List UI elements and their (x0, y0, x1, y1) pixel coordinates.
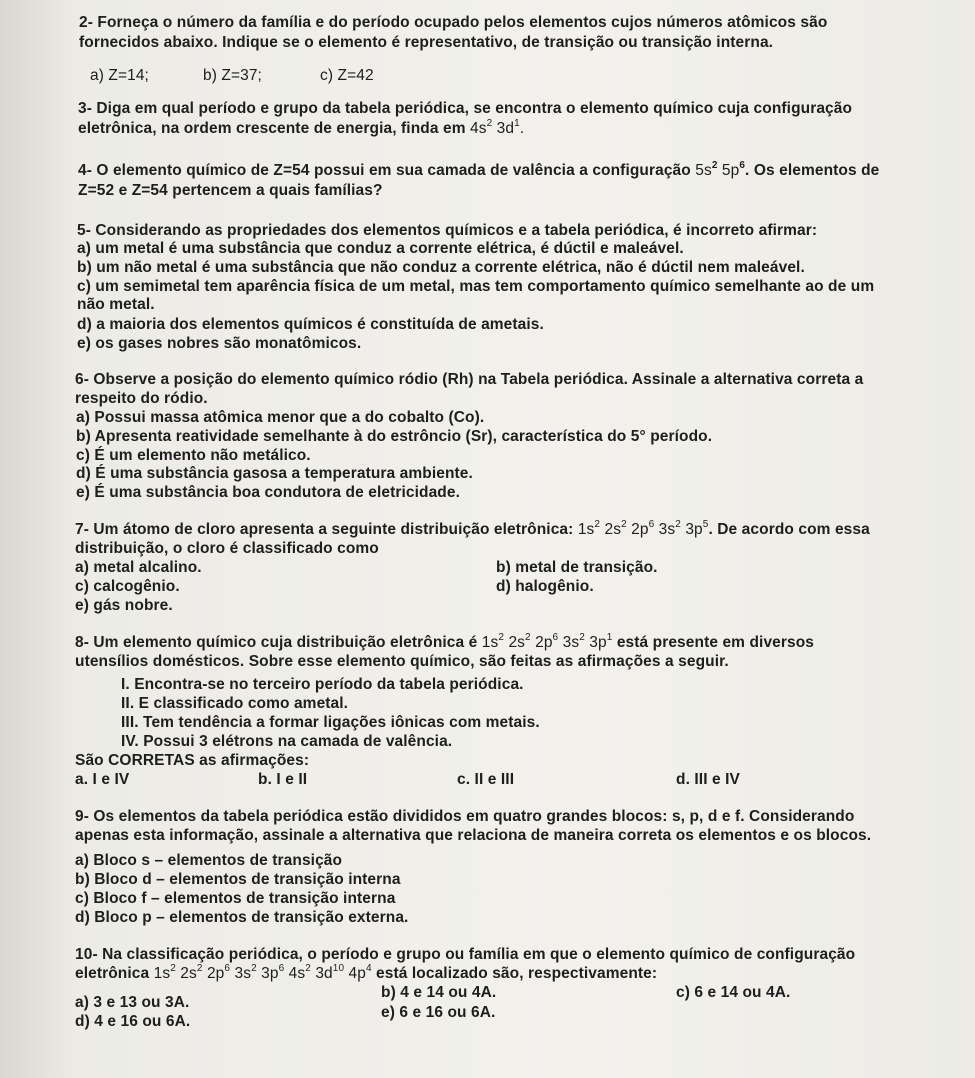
q7-line1: 7- Um átomo de cloro apresenta a seguinte distribuição eletrônica: $1s^2$ $2s^2$ $2p^6$ $3s^2$ $3p^5$. De acordo com essa (75, 518, 870, 538)
q8-option-c: c. II e III (457, 771, 515, 788)
q5-option-a: a) um metal é uma substância que conduz a corrente elétrica, é dúctil e maleável. (77, 240, 684, 257)
q8-statement-iii: III. Tem tendência a formar ligações iônicas com metais. (121, 714, 540, 731)
q7-option-c: c) calcogênio. (75, 578, 180, 595)
q5-option-c-line2: não metal. (77, 296, 155, 313)
q6-option-a: a) Possui massa atômica menor que a do cobalto (Co). (76, 409, 485, 426)
q6-option-d: d) É uma substância gasosa a temperatura ambiente. (76, 465, 473, 482)
q8-line2: utensílios domésticos. Sobre esse elemento químico, são feitas as afirmações a seguir. (75, 653, 729, 670)
q3-line2-text: eletrônica, na ordem crescente de energia, finda em (78, 120, 470, 137)
q10-line2: eletrônica $1s^2$ $2s^2$ $2p^6$ $3s^2$ $3p^6$ $4s^2$ $3d^{10}$ $4p^4$ está localizado são, respectivamente: (75, 962, 658, 982)
q9-option-d: d) Bloco p – elementos de transição externa. (75, 909, 409, 926)
q5-stem: 5- Considerando as propriedades dos elementos químicos e a tabela periódica, é incorreto afirmar: (77, 222, 818, 239)
q10-config: $1s^2$ $2s^2$ $2p^6$ $3s^2$ $3p^6$ $4s^2$ $3d^{10}$ $4p^4$ (153, 962, 372, 982)
q8-question: São CORRETAS as afirmações: (75, 752, 310, 769)
q2-option-a: a) Z=14; (90, 67, 149, 84)
q9-option-b: b) Bloco d – elementos de transição interna (75, 871, 401, 888)
q7-line1-text: 7- Um átomo de cloro apresenta a seguinte distribuição eletrônica: (75, 521, 578, 538)
q8-statement-i: I. Encontra-se no terceiro período da tabela periódica. (121, 676, 524, 693)
q5-option-e: e) os gases nobres são monatômicos. (77, 335, 362, 352)
q3-line1: 3- Diga em qual período e grupo da tabela periódica, se encontra o elemento químico cuja configuração (78, 100, 853, 117)
q3-line2 (78, 117, 525, 138)
q10-option-e: e) 6 e 16 ou 6A. (381, 1004, 496, 1021)
q10-option-d: d) 4 e 16 ou 6A. (75, 1013, 191, 1030)
q6-line1: 6- Observe a posição do elemento químico ródio (Rh) na Tabela periódica. Assinale a alternativa correta a (75, 371, 864, 388)
q10-line2-text: eletrônica (75, 965, 154, 982)
q9-option-a: a) Bloco s – elementos de transição (75, 852, 343, 869)
q8-statement-iv: IV. Possui 3 elétrons na camada de valência. (121, 733, 453, 750)
q8-statement-ii: II. E classificado como ametal. (121, 695, 349, 712)
q10-line1: 10- Na classificação periódica, o período e grupo ou família em que o elemento químico de configuração (75, 946, 856, 963)
q9-line2: apenas esta informação, assinale a alternativa que relaciona de maneira correta os elementos e os blocos. (75, 827, 872, 844)
q2-option-b: b) Z=37; (203, 67, 262, 84)
q5-option-c-line1: c) um semimetal tem aparência física de um metal, mas tem comportamento químico semelhante ao de um (77, 278, 875, 295)
q8-line1: 8- Um elemento químico cuja distribuição eletrônica é $1s^2$ $2s^2$ $2p^6$ $3s^2$ $3p^1$ está presente em diversos (75, 631, 815, 651)
q6-option-c: c) É um elemento não metálico. (76, 447, 311, 464)
q7-option-d: d) halogênio. (496, 578, 594, 595)
q8-line1-text: 8- Um elemento químico cuja distribuição eletrônica é (75, 634, 482, 651)
q6-line2: respeito do ródio. (75, 390, 208, 407)
q4-line2: Z=52 e Z=54 pertencem a quais famílias? (78, 182, 383, 199)
q10-option-c: c) 6 e 14 ou 4A. (676, 984, 791, 1001)
q7-option-a: a) metal alcalino. (75, 559, 202, 576)
q5-option-d: d) a maioria dos elementos químicos é constituída de ametais. (77, 316, 544, 333)
q5-option-b: b) um não metal é uma substância que não conduz a corrente elétrica, não é dúctil nem maleável. (77, 259, 805, 276)
q8-config: $1s^2$ $2s^2$ $2p^6$ $3s^2$ $3p^1$ (481, 631, 613, 651)
q9-option-c: c) Bloco f – elementos de transição interna (75, 890, 396, 907)
q8-option-a: a. I e IV (75, 771, 130, 788)
q10-option-b: b) 4 e 14 ou 4A. (381, 984, 497, 1001)
q7-option-e: e) gás nobre. (75, 597, 173, 614)
q6-option-b: b) Apresenta reatividade semelhante à do estrôncio (Sr), característica do 5° período. (76, 428, 713, 445)
q7-config: $1s^2$ $2s^2$ $2p^6$ $3s^2$ $3p^5$ (577, 518, 709, 538)
q3-config: $4s^2$ $3d^1$. (469, 117, 525, 137)
q4-line1 (78, 159, 880, 180)
q2-line1: 2- Forneça o número da família e do período ocupado pelos elementos cujos números atômicos são (79, 14, 828, 31)
q10-option-a: a) 3 e 13 ou 3A. (75, 994, 190, 1011)
q2-line2: fornecidos abaixo. Indique se o elemento é representativo, de transição ou transição interna. (79, 34, 774, 51)
q8-option-b: b. I e II (258, 771, 308, 788)
q7-line2: distribuição, o cloro é classificado como (75, 540, 379, 557)
q9-line1: 9- Os elementos da tabela periódica estão divididos em quatro grandes blocos: s, p, d e f. Considerando (75, 808, 855, 825)
q2-option-c: c) Z=42 (320, 67, 374, 84)
q8-option-d: d. III e IV (676, 771, 740, 788)
q7-option-b: b) metal de transição. (496, 559, 658, 576)
q4-line1-text: 4- O elemento químico de Z=54 possui em sua camada de valência a configuração (78, 162, 696, 179)
q6-option-e: e) É uma substância boa condutora de eletricidade. (76, 484, 460, 501)
q4-config: $5s^2$ $5p^6$. Os elementos de (695, 159, 880, 179)
